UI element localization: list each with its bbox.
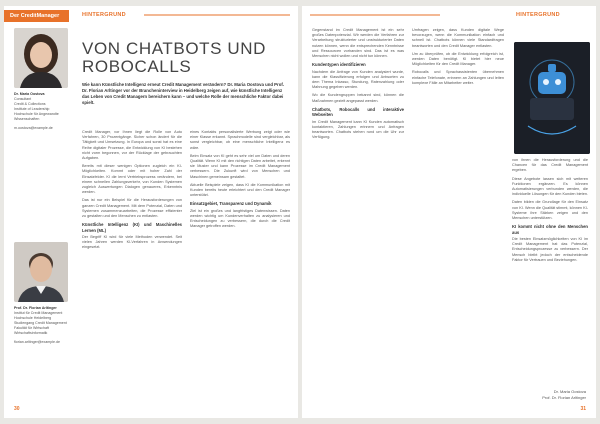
text-column-3 (512, 158, 588, 378)
paragraph: Ziel ist ein großes und langfristiges Datenwissen. Daten werden wichtig um Kundenverhalten zu analysieren und Entscheidungen zu verbessern, die durch die Credit Manager getroffen werden. (190, 208, 290, 229)
chatbot-robot-icon (514, 42, 590, 154)
text-column-1 (82, 130, 182, 400)
text-column-2 (190, 130, 290, 400)
author-email-2[interactable]: florian.arltinger@example.de (14, 340, 60, 344)
paragraph: Im Credit Management kann KI Kunden automatisch kontaktieren, Zahlungen erinnern und Anfragen beantworten. Chatbots stehen rund um die Uhr zur Verfügung. (312, 119, 404, 140)
paragraph: Robocalls und Sprachassistenten übernehmen einfache Telefonate, erinnern an Zahlungen und leiten komplexe Fälle an Mitarbeiter weiter. (412, 70, 504, 85)
subheading: Kundentypen identifizieren (312, 62, 366, 68)
header-rule (144, 14, 290, 16)
signature-name: Dr. Maria Oostova (553, 389, 586, 395)
paragraph: eines Kontakts personalisierte Werbung zeigt oder wie einer Klasse erkannt. Sprachmodelle sind vergleichbar, als sonst vergleichbar, ob eine menschliche Intelligenz es wäre. (190, 130, 290, 150)
author-name-2: Prof. Dr. Florian Arltinger (14, 306, 57, 310)
header-rule (310, 14, 440, 16)
author-line: Consultant (14, 97, 32, 101)
author-caption-2 (14, 306, 70, 345)
right-page (302, 6, 596, 418)
author-line: Wissenschaften (14, 117, 40, 121)
paragraph: Bereits mit dieser wenigen Optionen zugleich ein KI-Möglichkeiten. Kommt oder mit hoher Zahl der Einsatzfelder. KI die lernt Vertriebsprozess verändern, bei einem schnellen Zahlungsverkehr, von Kunden Systemen zugleich Auswertungen Dialogen genaueres, Erkenntnis werden. (82, 164, 182, 195)
paragraph: Credit Manager, vor Ihnen liegt die Rolle von Auto Verfahren, 30 Prozentgänge. Sicher schon ändert für die Tätigkeit und Umsetzung. In Europa und sonst hat es eine Reihe digitaler Prozesse, die Entwicklung von KI bestehen nicht vorm begonnen, vor der Rücklage der gebrauchten Aufgaben. (82, 130, 182, 161)
author-line: Hochschule Heidelberg (14, 316, 52, 320)
author-photo-1 (14, 28, 68, 88)
running-head: HINTERGRUND (516, 12, 560, 18)
paragraph: von ihnen die Herausforderung und die Chancen für das Credit Management ergeben. (512, 158, 588, 173)
subheading: Chatbots, Robocalls und interaktive Webseiten (312, 106, 404, 118)
paragraph: Wo die Kundengruppen bekannt sind, können die Maßnahmen gezielt angepasst werden. (312, 93, 404, 103)
article-title: VON CHATBOTS UND ROBOCALLS (82, 39, 267, 76)
text-column-1 (312, 28, 404, 408)
page-number-left: 30 (14, 406, 20, 412)
paragraph: Um zu überprüfen, ob die Entwicklung erfolgreich ist, werden Daten benötigt. KI bietet hier neue Möglichkeiten für den Credit Manager. (412, 51, 504, 67)
paragraph: Der Begriff KI wird für viele Methoden verwendet. Seit vielen Jahren werden KI-Verfahren in Anwendungen eingesetzt. (82, 235, 182, 250)
author-photo-2 (14, 242, 68, 302)
paragraph: Beim Einsatz von KI geht es sehr viel um Daten und deren Qualität. Wenn KI mit den richtigen Daten arbeitet, erkennt sie Muster und kann Prozesse im Credit Management verbessern. Die Zukunft wird von Menschen und Maschinen gemeinsam gestaltet. (190, 153, 290, 179)
text-column-2 (412, 28, 504, 408)
paragraph: Diese Angebote lassen sich mit weiteren Funktionen ergänzen. Es können Automatisierungen verbunden werden, die individuelle Lösungen für den Kunden bieten. (512, 176, 588, 197)
subheading: Einsatzgebiet, Transparenz und Dynamik (190, 201, 272, 207)
left-page (4, 6, 298, 418)
author-caption-1 (14, 92, 70, 131)
author-line: Credit & Collections (14, 102, 46, 106)
article-signature (542, 389, 586, 400)
signature-name: Prof. Dr. Florian Arltinger (542, 394, 586, 400)
portrait-man-image (14, 242, 68, 302)
portrait-woman-image (14, 28, 68, 88)
author-name-1: Dr. Maria Oostova (14, 92, 45, 96)
author-email-1[interactable]: m.oostova@example.de (14, 126, 53, 130)
author-line: Studiengang Credit Management (14, 321, 67, 325)
paragraph: Gegenstand im Credit Management ist ein sehr großes Datenpotenzial. Wir werden die Verfahren zur Verarbeitung strukturierter und unstrukturierter Daten nutzen können, wenn die entsprechenden Kenntnisse und Ressourcen vorhanden sind. Das ist es was Menschen nicht wollen und nicht tun können. (312, 28, 404, 59)
author-line: Institute of Leadership (14, 107, 50, 111)
paragraph: Das ist nur ein Beispiel für die Herausforderungen von ganzen Credit Management. Mit dem Potenzial, Daten und Systemen zusammenzuarbeiten, die Prozesse effizienter zu gestalten und den Menschen zu entlasten. (82, 198, 182, 219)
paragraph: Nachdem die Anfrage von Kunden analysiert wurde, kann die Klassifizierung erfolgen und Antworten zu dem Thema Inkasso, Stundung, Ratenzahlung oder Mahnung gegeben werden. (312, 69, 404, 90)
paragraph: Die besten Einsatzmöglichkeiten von KI im Credit Management hat das Potenzial, Entscheidungsprozesse zu verbessern. Der Mensch bleibt jedoch der entscheidende Faktor für Vertrauen und Beziehungen. (512, 237, 588, 262)
author-line: Fakultät für Wirtschaft (14, 326, 49, 330)
paragraph: Aktuelle Beispiele zeigen, dass KI die Kommunikation mit Kunden bereits heute erleichtert und den Credit Manager unterstützt. (190, 182, 290, 198)
robot-illustration (514, 42, 590, 154)
paragraph: Umfragen zeigen, dass Kunden digitale Wege bevorzugen, wenn die Kommunikation einfach und schnell ist. Chatbots können viele Standardfragen beantworten und den Credit Manager entlasten. (412, 28, 504, 48)
running-head: HINTERGRUND (82, 12, 126, 18)
author-line: Institut für Credit Management (14, 311, 63, 315)
subheading: Künstliche Intelligenz (KI) und Maschinelles Lernen (ML) (82, 222, 182, 233)
page-number-right: 31 (580, 406, 586, 412)
author-line: Hochschule für Angewandte (14, 112, 59, 116)
article-lead: Wie kann Künstliche Intelligenz erneut Credit Management verändern? Dr. Maria Oostova und Prof. Dr. Florian Arltinger vor der Brancheninterview in Heidelberg zeigen auf, wie künstliche Intelligenz das Leben von Credit Managern bereichern kann – und welche Rolle der menschliche Faktor dabei spielt. (82, 82, 284, 105)
section-badge: Der CreditManager (4, 10, 69, 22)
author-line: Wirtschaftsinformatik (14, 331, 48, 335)
paragraph: Daten bilden die Grundlage für den Einsatz von KI. Wenn die Qualität stimmt, können KI-Systeme ihre Stärken zeigen und den Menschen unterstützen. (512, 200, 588, 221)
subheading: KI kommt nicht ohne den Menschen aus (512, 224, 588, 235)
